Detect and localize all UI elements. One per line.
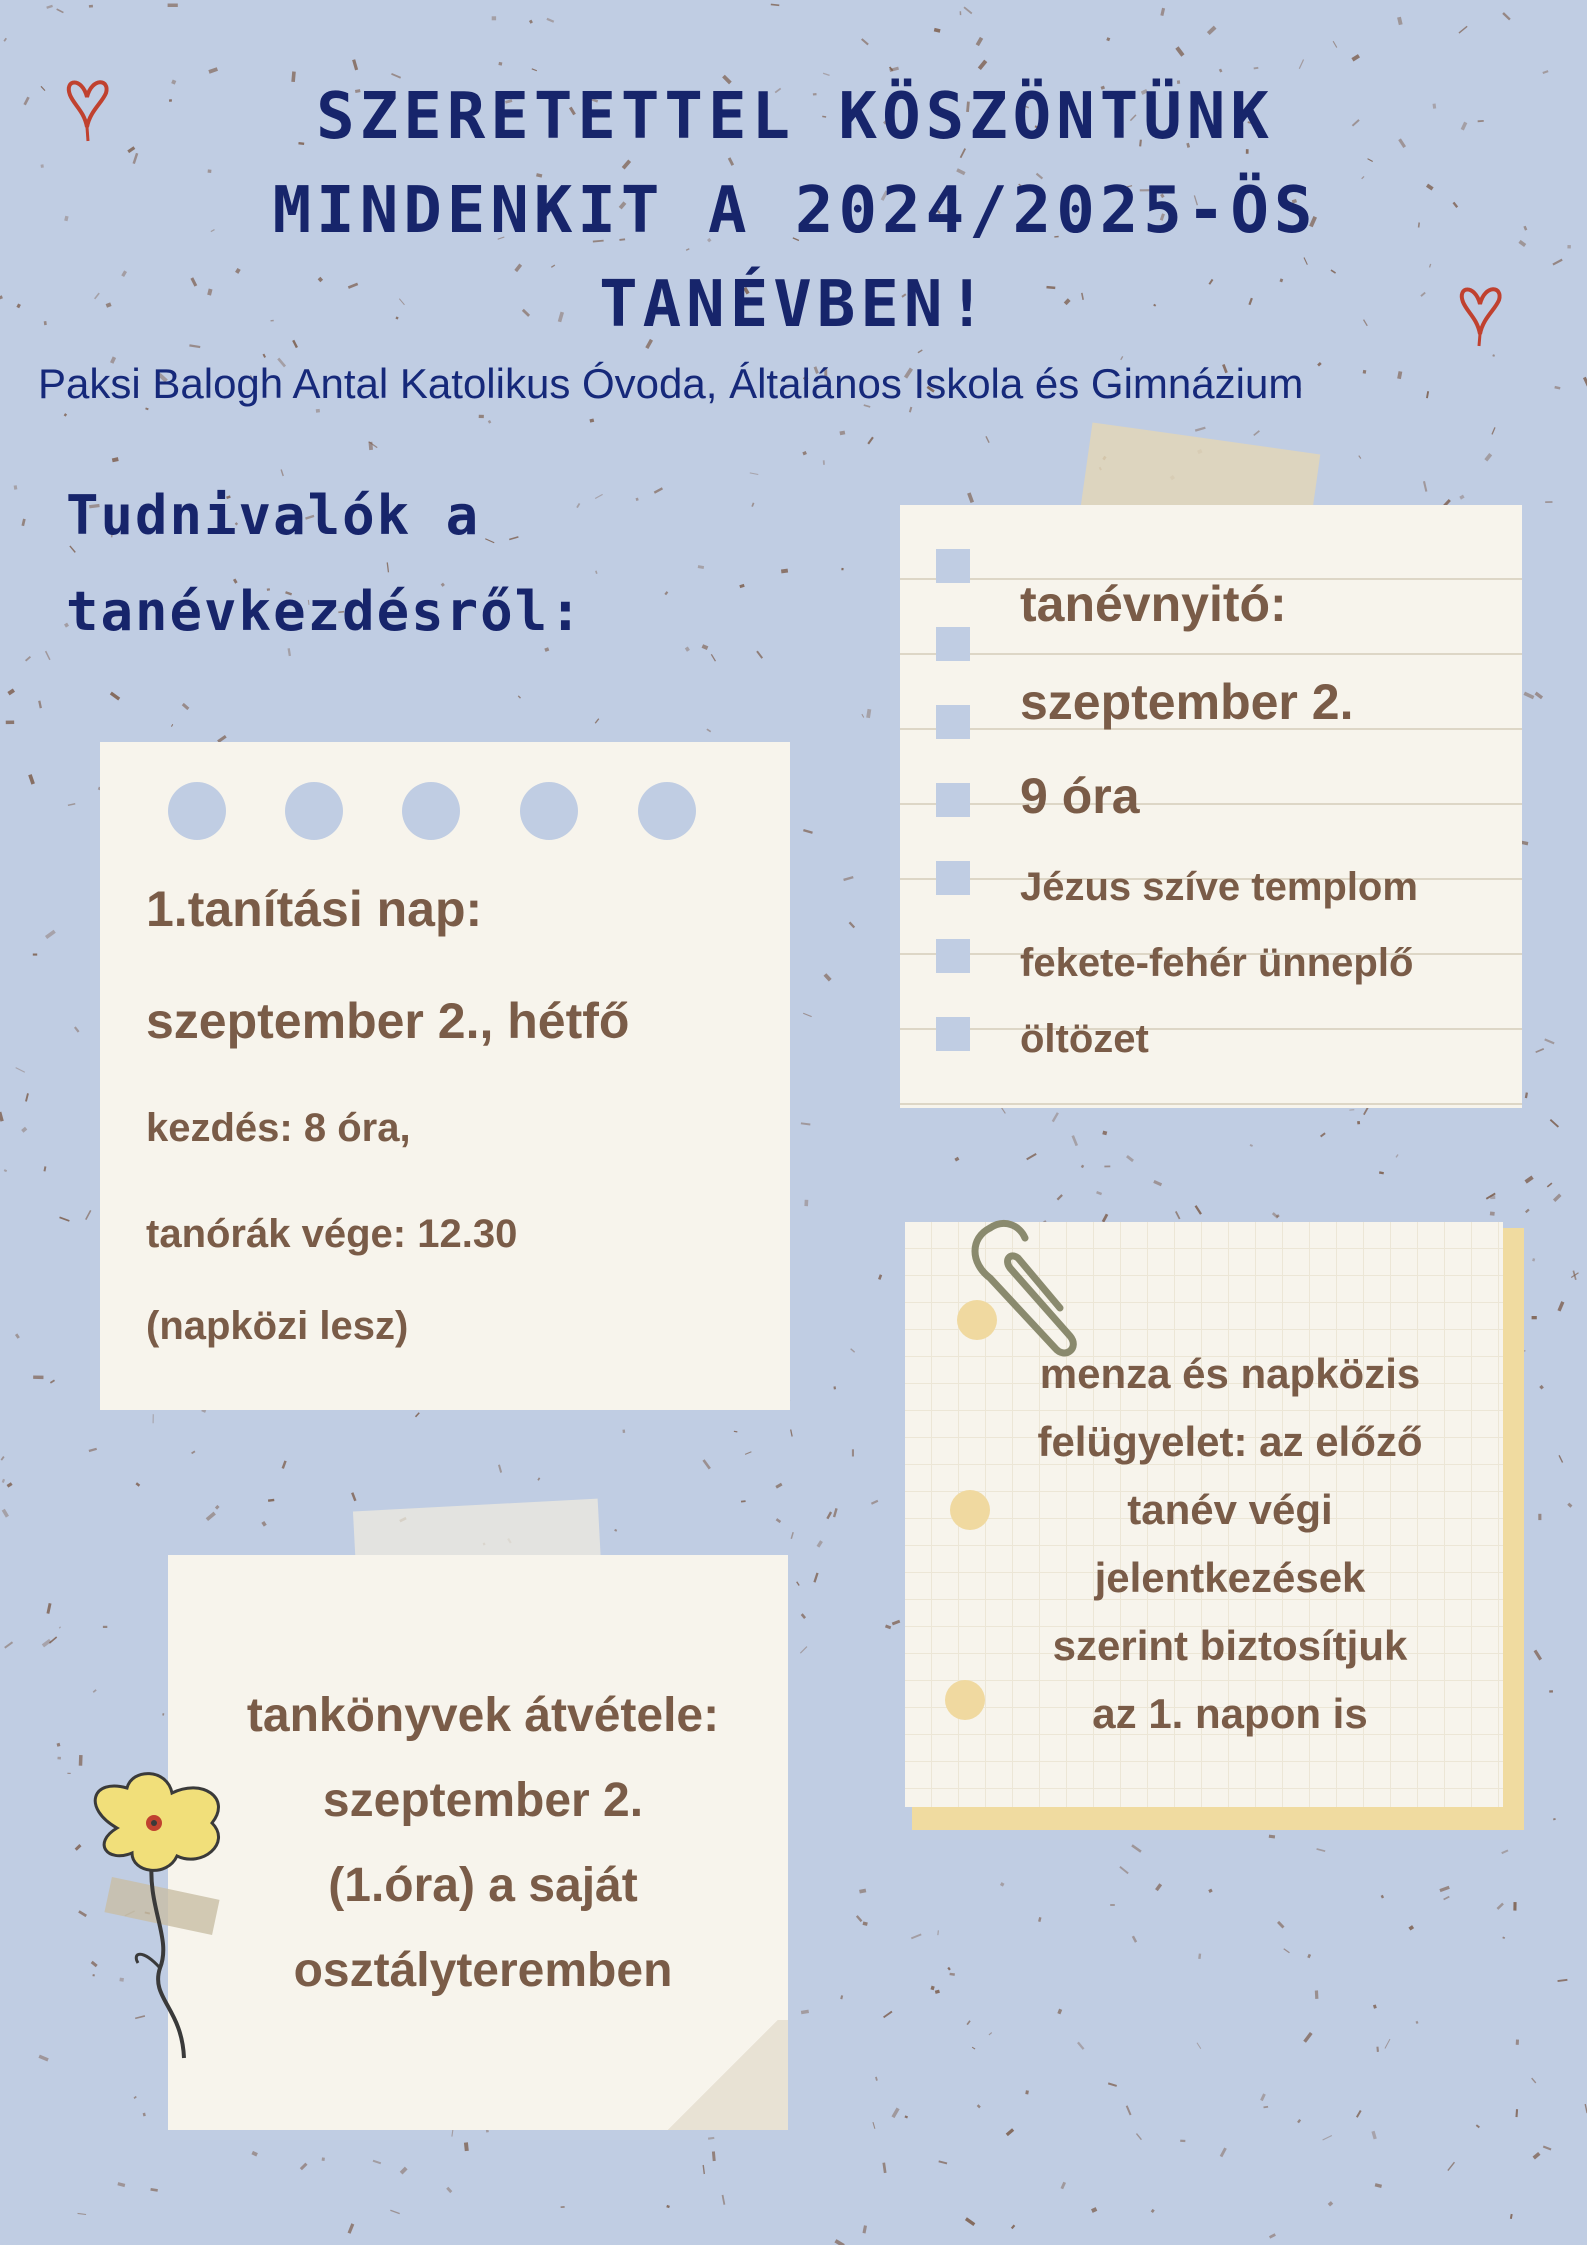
canteen-line: tanév végi (1127, 1486, 1333, 1533)
first-day-end: tanórák vége: 12.30 (146, 1212, 518, 1256)
first-day-extra: (napközi lesz) (146, 1304, 409, 1348)
canteen-line: az 1. napon is (1092, 1690, 1368, 1737)
textbooks-line: osztályteremben (293, 1944, 673, 1997)
note-perforation (936, 1017, 970, 1051)
note-perforation (936, 783, 970, 817)
first-day-start: kezdés: 8 óra, (146, 1106, 411, 1150)
title-line: TANÉVBEN! (599, 268, 991, 342)
textbooks-line: (1.óra) a saját (328, 1859, 638, 1912)
heart-icon (1455, 272, 1505, 352)
school-name: Paksi Balogh Antal Katolikus Óvoda, Általános Iskola és Gimnázium (38, 360, 1304, 407)
canteen-line: szerint biztosítjuk (1052, 1622, 1408, 1669)
note-perforation (936, 861, 970, 895)
textbooks-line: tankönyvek átvétele: (246, 1689, 720, 1742)
note-hole (520, 782, 578, 840)
note-hole (638, 782, 696, 840)
note-hole (402, 782, 460, 840)
note-hole (168, 782, 226, 840)
note-perforation (936, 939, 970, 973)
title-line: SZERETETTEL KÖSZÖNTÜNK (316, 80, 1274, 154)
opening-dress-line: fekete-fehér ünneplő (1020, 941, 1414, 985)
opening-time: 9 óra (1020, 768, 1140, 824)
note-perforation (936, 549, 970, 583)
first-day-date: szeptember 2., hétfő (146, 993, 630, 1049)
section-title (66, 468, 584, 660)
yellow-flower-icon (72, 1768, 252, 2068)
heart-icon (62, 65, 112, 145)
note-perforation (936, 627, 970, 661)
note-hole (285, 782, 343, 840)
opening-ceremony-note (900, 505, 1522, 1108)
title-line: MINDENKIT A 2024/2025-ÖS (272, 174, 1318, 248)
note-perforation (936, 705, 970, 739)
canteen-line: menza és napközis (1039, 1350, 1421, 1397)
section-title-line: Tudnivalók a (66, 484, 481, 547)
canteen-line: felügyelet: az előző (1037, 1418, 1423, 1465)
section-title-line: tanévkezdésről: (66, 580, 584, 643)
canteen-text (975, 1340, 1485, 1748)
textbooks-text (208, 1673, 758, 2013)
opening-heading: tanévnyitó: (1020, 576, 1287, 632)
opening-place: Jézus szíve templom (1020, 865, 1418, 909)
opening-date: szeptember 2. (1020, 674, 1354, 730)
page-title (220, 70, 1370, 352)
first-day-heading: 1.tanítási nap: (146, 881, 483, 937)
paperclip-icon (960, 1208, 1080, 1368)
textbooks-note (168, 1555, 788, 2130)
textbooks-line: szeptember 2. (322, 1774, 644, 1827)
opening-dress-line: öltözet (1020, 1017, 1149, 1061)
canteen-line: jelentkezések (1094, 1554, 1366, 1601)
first-day-note (100, 742, 790, 1410)
page-curl (658, 2020, 788, 2130)
